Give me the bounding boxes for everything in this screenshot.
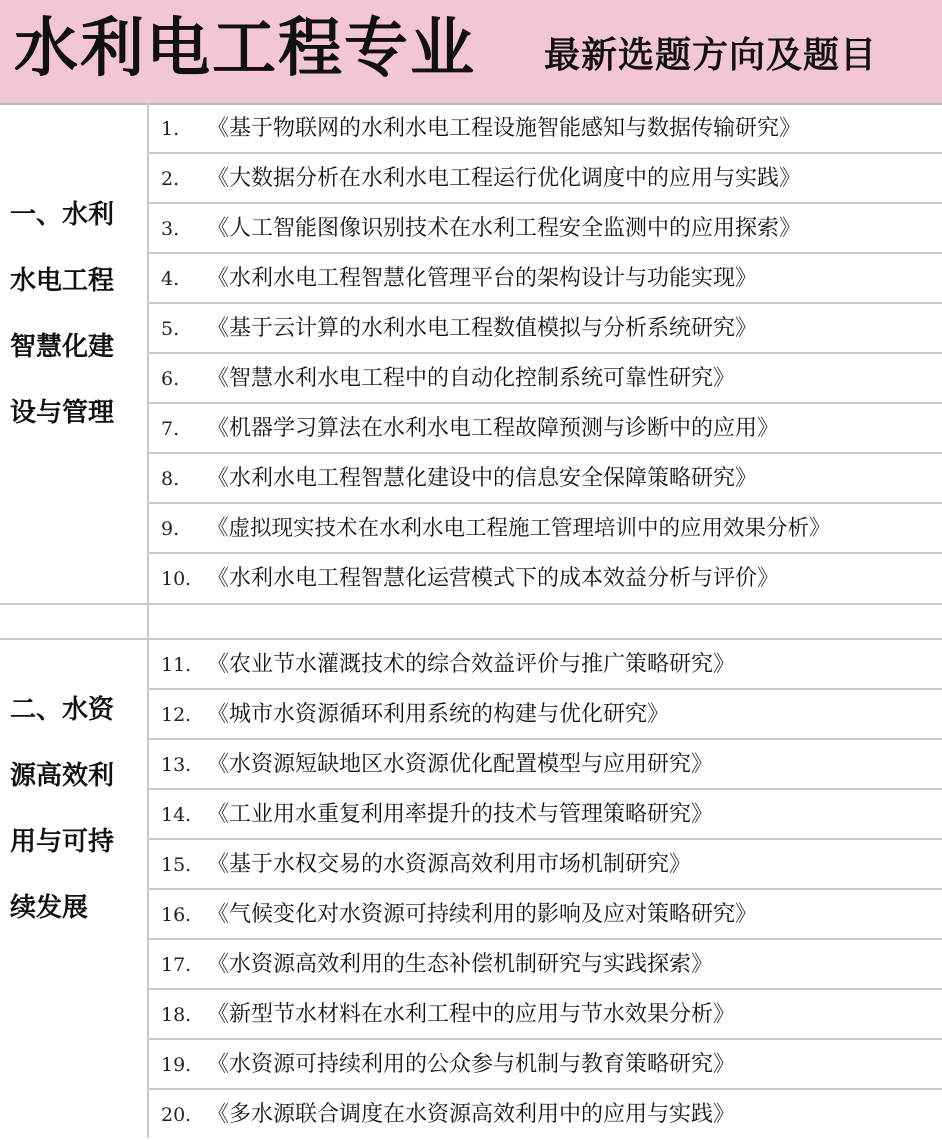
category-line: 源高效利 (10, 761, 115, 791)
topic-title: 《基于云计算的水利水电工程数值模拟与分析系统研究》 (207, 316, 758, 341)
topic-title: 《基于物联网的水利水电工程设施智能感知与数据传输研究》 (207, 116, 802, 141)
topic-number: 19. (161, 1054, 192, 1076)
category-line: 二、水资 (10, 695, 115, 725)
topic-title: 《虚拟现实技术在水利水电工程施工管理培训中的应用效果分析》 (207, 516, 831, 541)
topic-row-15 (149, 840, 942, 890)
topic-number: 7. (161, 418, 180, 440)
section-separator (0, 603, 942, 640)
topic-number: 1. (161, 118, 180, 140)
topic-title: 《人工智能图像识别技术在水利工程安全监测中的应用探索》 (207, 216, 802, 241)
topic-title: 《机器学习算法在水利水电工程故障预测与诊断中的应用》 (207, 416, 780, 441)
topic-row-9 (149, 504, 942, 554)
topic-title: 《水利水电工程智慧化运营模式下的成本效益分析与评价》 (207, 566, 780, 591)
topic-row-16 (149, 890, 942, 940)
topic-number: 18. (161, 1004, 192, 1026)
topic-title: 《水资源可持续利用的公众参与机制与教育策略研究》 (207, 1052, 736, 1077)
topic-row-13 (149, 740, 942, 790)
section-2-category (10, 677, 140, 941)
topic-number: 10. (161, 568, 192, 590)
category-line: 设与管理 (10, 398, 115, 428)
topic-number: 20. (161, 1104, 192, 1126)
topic-number: 4. (161, 268, 180, 290)
topic-title: 《气候变化对水资源可持续利用的影响及应对策略研究》 (207, 902, 758, 927)
category-line: 续发展 (10, 893, 89, 923)
topic-row-12 (149, 690, 942, 740)
topic-number: 13. (161, 754, 192, 776)
topic-row-7 (149, 404, 942, 454)
topic-title: 《智慧水利水电工程中的自动化控制系统可靠性研究》 (207, 366, 736, 391)
topic-title: 《水利水电工程智慧化管理平台的架构设计与功能实现》 (207, 266, 758, 291)
topic-number: 17. (161, 954, 192, 976)
topic-title: 《水资源高效利用的生态补偿机制研究与实践探索》 (207, 952, 714, 977)
topic-row-19 (149, 1040, 942, 1090)
topic-row-5 (149, 304, 942, 354)
topic-number: 11. (161, 654, 192, 676)
topic-number: 9. (161, 518, 180, 540)
topic-row-10 (149, 554, 942, 604)
topic-title: 《水利水电工程智慧化建设中的信息安全保障策略研究》 (207, 466, 758, 491)
topic-row-1 (149, 104, 942, 154)
section-1-category (10, 182, 140, 446)
topic-number: 16. (161, 904, 192, 926)
topic-row-11 (149, 640, 942, 690)
topic-row-3 (149, 204, 942, 254)
category-line: 智慧化建 (10, 332, 115, 362)
topic-row-4 (149, 254, 942, 304)
page-subtitle: 最新选题方向及题目 (544, 35, 878, 76)
page-title: 水利电工程专业 (14, 12, 476, 86)
topic-number: 6. (161, 368, 180, 390)
topic-number: 3. (161, 218, 180, 240)
title-banner (0, 0, 942, 105)
topic-number: 2. (161, 168, 180, 190)
topic-row-2 (149, 154, 942, 204)
category-line: 用与可持 (10, 827, 115, 857)
topic-title: 《新型节水材料在水利工程中的应用与节水效果分析》 (207, 1002, 736, 1027)
topic-row-8 (149, 454, 942, 504)
topic-row-18 (149, 990, 942, 1040)
topic-title: 《农业节水灌溉技术的综合效益评价与推广策略研究》 (207, 652, 736, 677)
topic-number: 5. (161, 318, 180, 340)
topic-row-6 (149, 354, 942, 404)
topic-number: 12. (161, 704, 192, 726)
topic-title: 《城市水资源循环利用系统的构建与优化研究》 (207, 702, 670, 727)
topic-number: 15. (161, 854, 192, 876)
topic-title: 《大数据分析在水利水电工程运行优化调度中的应用与实践》 (207, 166, 802, 191)
category-line: 一、水利 (10, 200, 115, 230)
topic-row-17 (149, 940, 942, 990)
topic-number: 8. (161, 468, 180, 490)
topic-row-14 (149, 790, 942, 840)
topic-title: 《基于水权交易的水资源高效利用市场机制研究》 (207, 852, 692, 877)
category-line: 水电工程 (10, 266, 115, 296)
topic-title: 《工业用水重复利用率提升的技术与管理策略研究》 (207, 802, 714, 827)
topic-title: 《水资源短缺地区水资源优化配置模型与应用研究》 (207, 752, 714, 777)
topic-title: 《多水源联合调度在水资源高效利用中的应用与实践》 (207, 1102, 736, 1127)
topic-number: 14. (161, 804, 192, 826)
topic-row-20 (149, 1090, 942, 1140)
